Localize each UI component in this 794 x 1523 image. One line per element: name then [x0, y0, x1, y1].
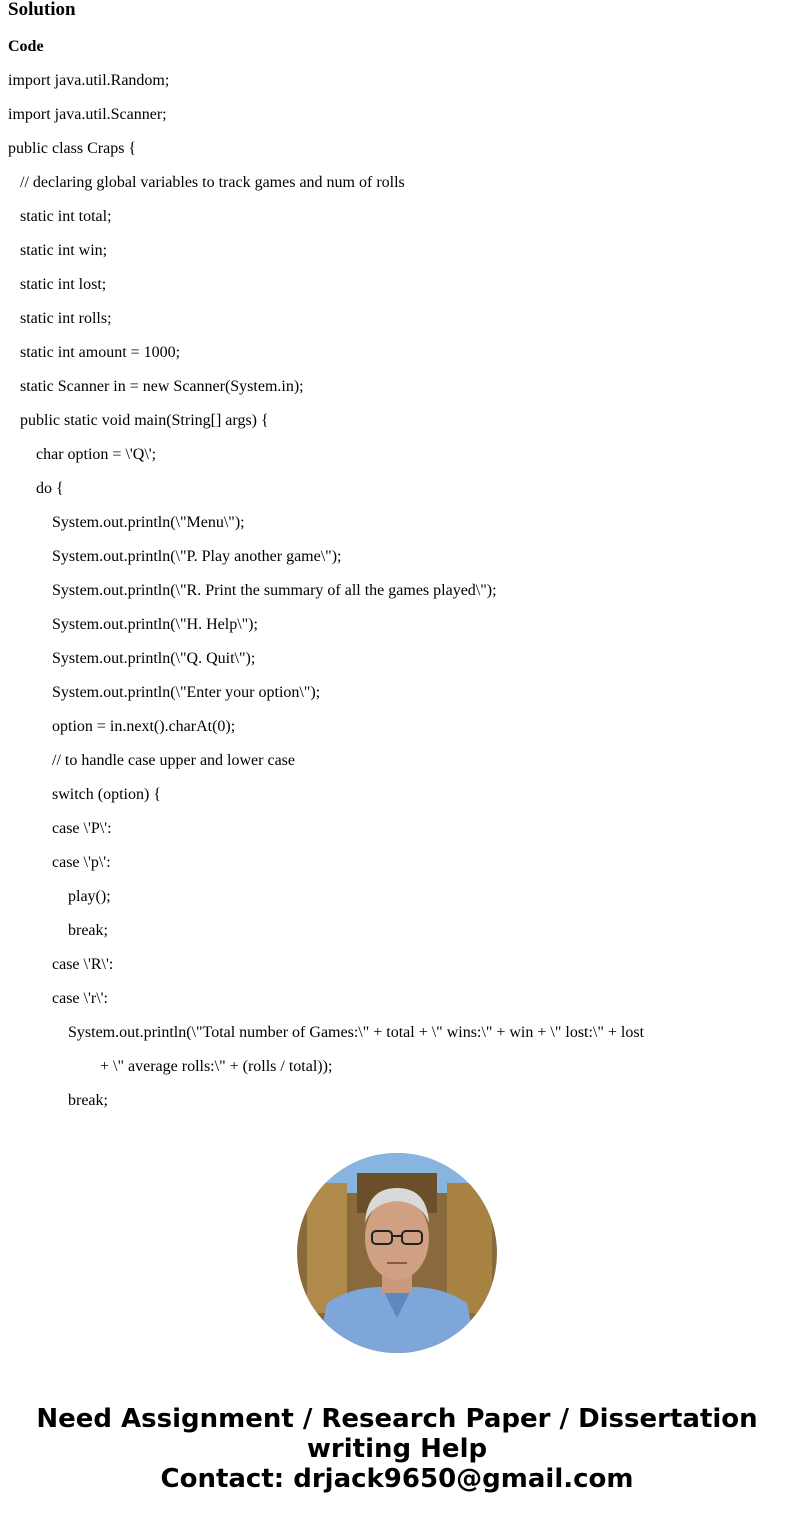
code-line: static int lost;	[20, 276, 107, 293]
code-line: break;	[68, 1092, 108, 1109]
code-line: // to handle case upper and lower case	[52, 752, 296, 769]
code-line: System.out.println(\"H. Help\");	[52, 616, 258, 633]
promo-line-1: Need Assignment / Research Paper / Dissertation	[36, 1404, 758, 1434]
code-line: play();	[68, 888, 111, 905]
code-line: case \'R\':	[52, 956, 114, 973]
code-line: static int amount = 1000;	[20, 344, 181, 361]
code-line: static Scanner in = new Scanner(System.in);	[20, 378, 304, 395]
code-line: switch (option) {	[52, 786, 161, 803]
code-line: static int win;	[20, 242, 108, 259]
code-line: static int total;	[20, 208, 112, 225]
person-photo-icon	[297, 1153, 497, 1353]
code-line: System.out.println(\"Total number of Games:\" + total + \" wins:\" + win + \" lost:\" + lost	[68, 1024, 645, 1041]
promo-contact: Contact: drjack9650@gmail.com	[160, 1464, 634, 1494]
code-line: case \'r\':	[52, 990, 108, 1007]
code-line: option = in.next().charAt(0);	[52, 718, 236, 735]
code-line: System.out.println(\"Enter your option\");	[52, 684, 321, 701]
code-line: static int rolls;	[20, 310, 112, 327]
code-line: import java.util.Random;	[8, 72, 170, 89]
code-line: case \'p\':	[52, 854, 111, 871]
code-line: System.out.println(\"R. Print the summary of all the games played\");	[52, 582, 497, 599]
avatar	[297, 1153, 497, 1353]
code-line: case \'P\':	[52, 820, 112, 837]
code-line: public static void main(String[] args) {	[20, 412, 269, 429]
code-line: break;	[68, 922, 108, 939]
code-line: import java.util.Scanner;	[8, 106, 167, 123]
code-line: System.out.println(\"P. Play another game\");	[52, 548, 342, 565]
code-line: // declaring global variables to track games and num of rolls	[20, 174, 405, 191]
code-line: do {	[36, 480, 64, 497]
code-line: char option = \'Q\';	[36, 446, 157, 463]
section-title: Code	[8, 38, 44, 55]
code-line: + \" average rolls:\" + (rolls / total));	[100, 1058, 333, 1075]
code-line: System.out.println(\"Q. Quit\");	[52, 650, 256, 667]
code-line: public class Craps {	[8, 140, 137, 157]
code-line: System.out.println(\"Menu\");	[52, 514, 245, 531]
promo-banner	[0, 1404, 794, 1494]
page-title: Solution	[8, 0, 76, 20]
promo-line-2: writing Help	[306, 1434, 488, 1464]
